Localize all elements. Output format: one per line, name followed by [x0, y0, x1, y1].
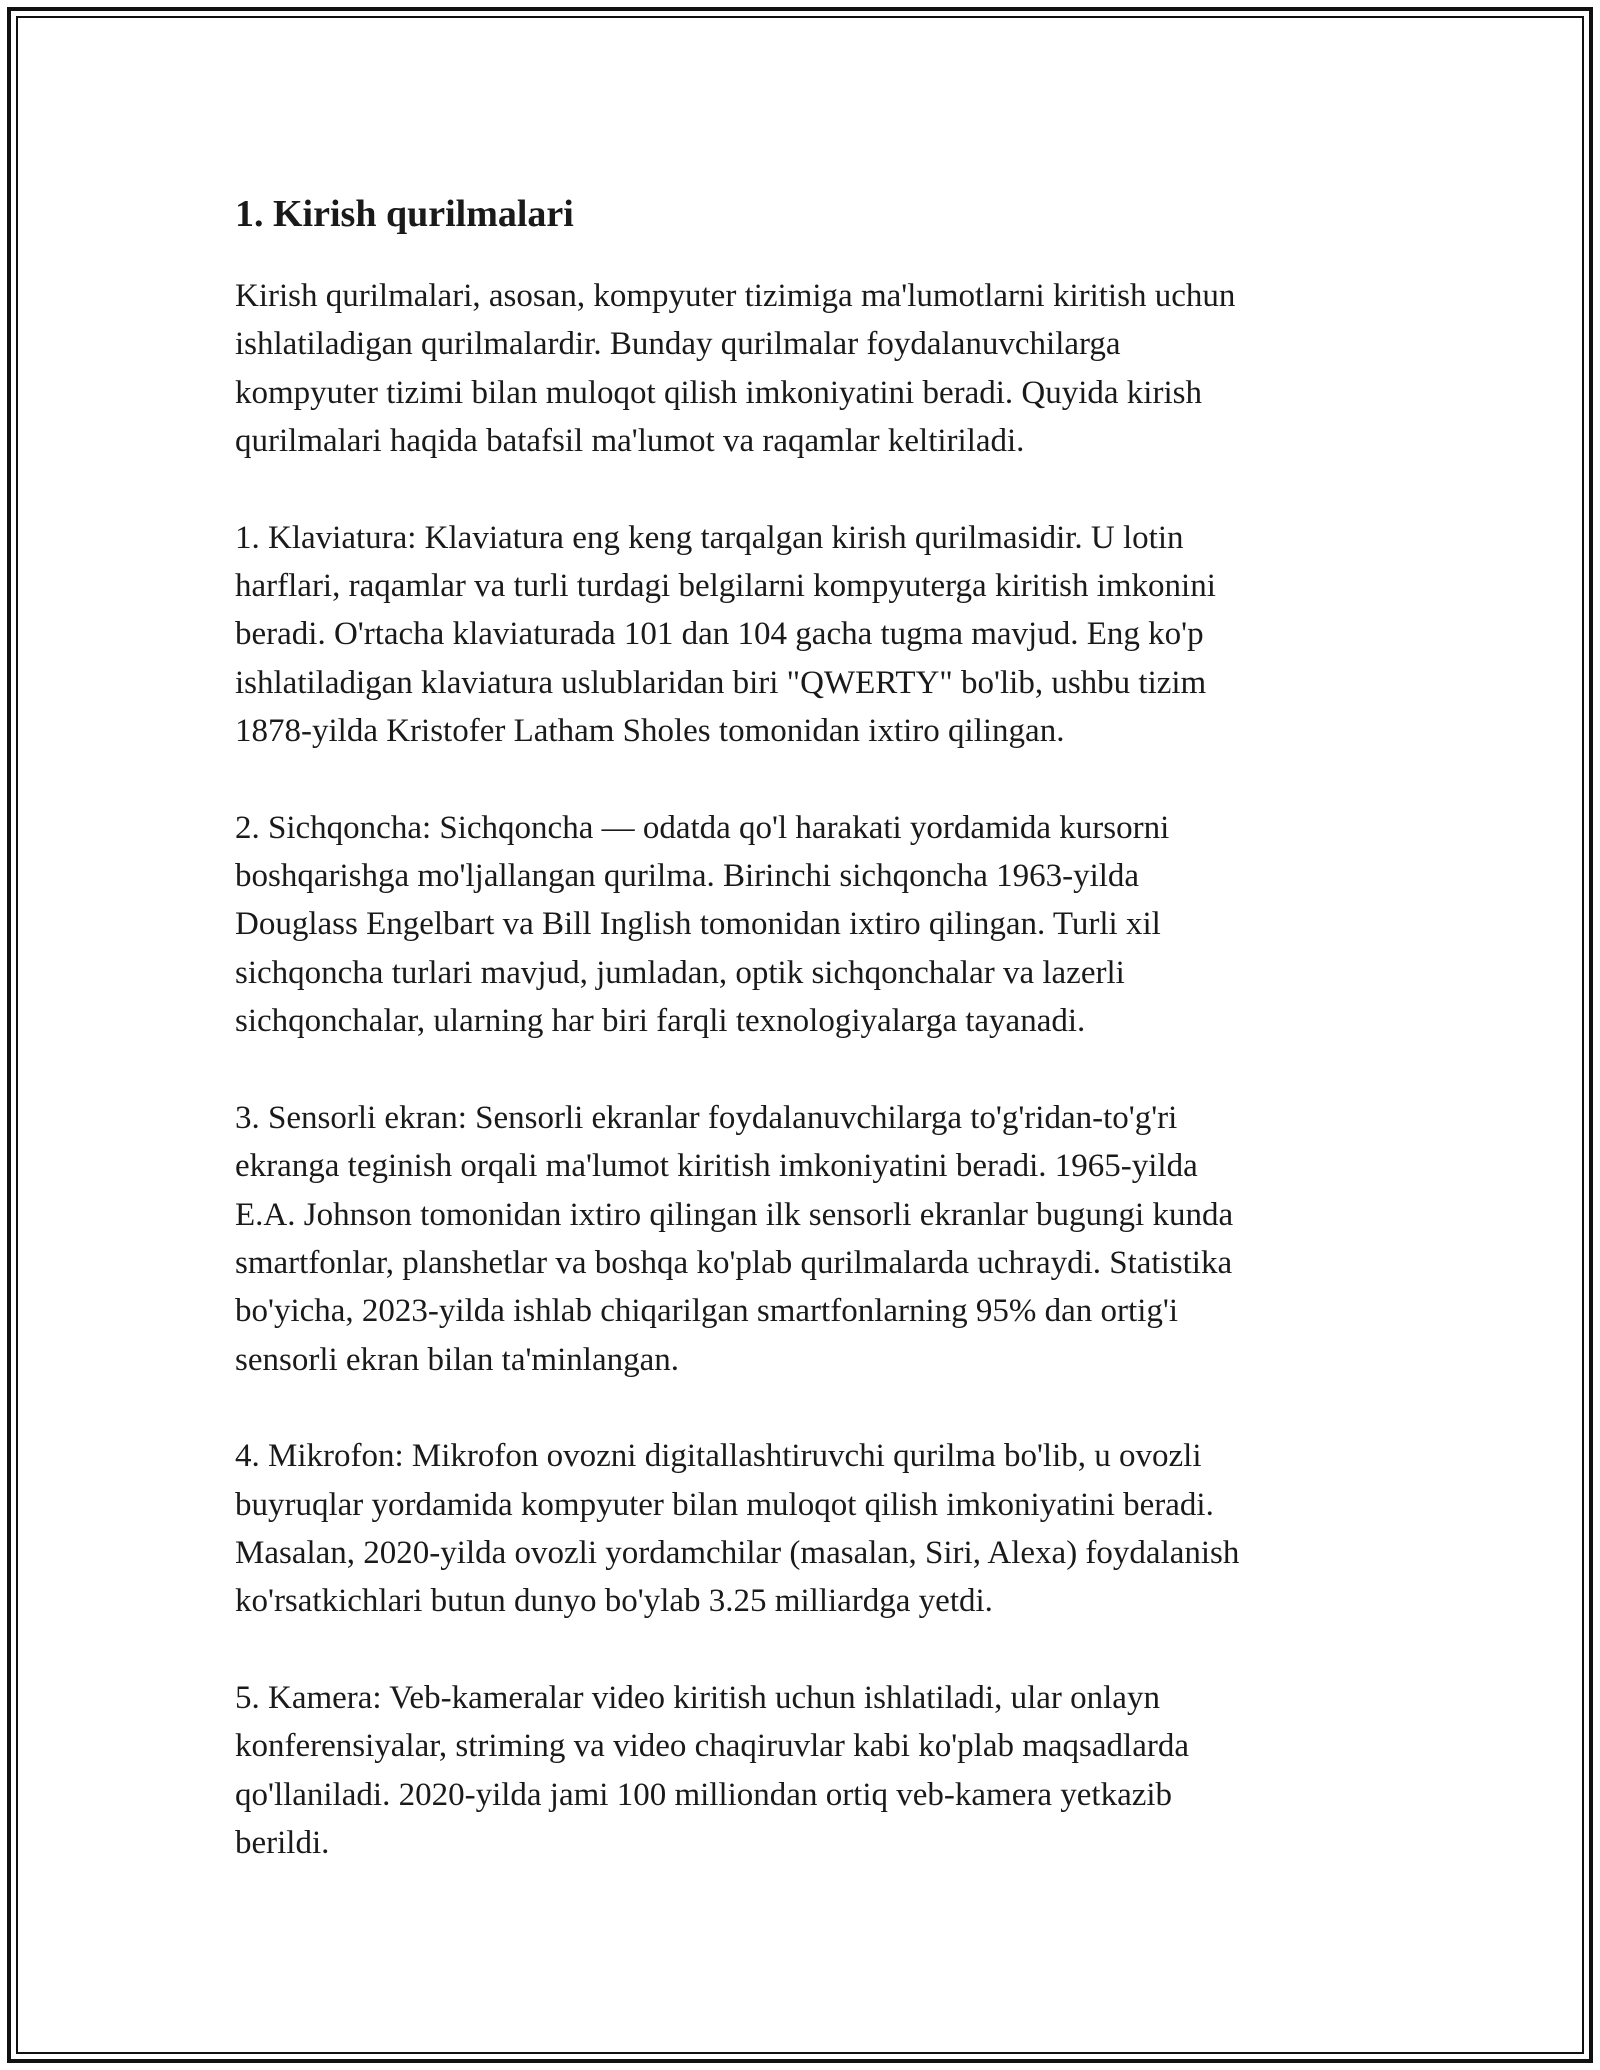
section-title: 1. Kirish qurilmalari — [235, 193, 574, 235]
microphone-paragraph: 4. Mikrofon: Mikrofon ovozni digitallashtiruvchi qurilma bo'lib, u ovozli buyruqlar yordamida kompyuter bilan muloqot qilish imkoniyatini beradi. Masalan, 2020-yilda ovozli yordamchilar (masalan, Siri, Alexa) foydalanish ko'rsatkichlari butun dunyo bo'ylab 3.25 milliardga yetdi. — [235, 1438, 1240, 1620]
camera-paragraph: 5. Kamera: Veb-kameralar video kiritish uchun ishlatiladi, ular onlayn konferensiyalar, striming va video chaqiruvlar kabi ko'plab maqsadlarda qo'llaniladi. 2020-yilda jami 100 milliondan ortiq veb-kamera yetkazib berildi. — [235, 1679, 1189, 1861]
document-body — [235, 188, 1365, 1915]
keyboard-paragraph: 1. Klaviatura: Klaviatura eng keng tarqalgan kirish qurilmasidir. U lotin harflari, raqamlar va turli turdagi belgilarni kompyuterga kiritish imkonini beradi. O'rtacha klaviaturada 101 dan 104 gacha tugma mavjud. Eng ko'p ishlatiladigan klaviatura uslublaridan biri "QWERTY" bo'lib, ushbu tizim 1878-yilda Kristofer Latham Sholes tomonidan ixtiro qilingan. — [235, 519, 1216, 750]
intro-paragraph: Kirish qurilmalari, asosan, kompyuter tizimiga ma'lumotlarni kiritish uchun ishlatiladigan qurilmalardir. Bunday qurilmalar foydalanuvchilarga kompyuter tizimi bilan muloqot qilish imkoniyatini beradi. Quyida kirish qurilmalari haqida batafsil ma'lumot va raqamlar keltiriladi. — [235, 278, 1236, 460]
touchscreen-paragraph: 3. Sensorli ekran: Sensorli ekranlar foydalanuvchilarga to'g'ridan-to'g'ri ekranga teginish orqali ma'lumot kiritish imkoniyatini beradi. 1965-yilda E.A. Johnson tomonidan ixtiro qilingan ilk sensorli ekranlar bugungi kunda smartfonlar, planshetlar va boshqa ko'plab qurilmalarda uchraydi. Statistika bo'yicha, 2023-yilda ishlab chiqarilgan smartfonlarning 95% dan ortig'i sensorli ekran bilan ta'minlangan. — [235, 1099, 1234, 1378]
mouse-paragraph: 2. Sichqoncha: Sichqoncha — odatda qo'l harakati yordamida kursorni boshqarishga mo'ljallangan qurilma. Birinchi sichqoncha 1963-yilda Douglass Engelbart va Bill Inglish tomonidan ixtiro qilingan. Turli xil sichqoncha turlari mavjud, jumladan, optik sichqonchalar va lazerli sichqonchalar, ularning har biri farqli texnologiyalarga tayanadi. — [235, 809, 1170, 1040]
